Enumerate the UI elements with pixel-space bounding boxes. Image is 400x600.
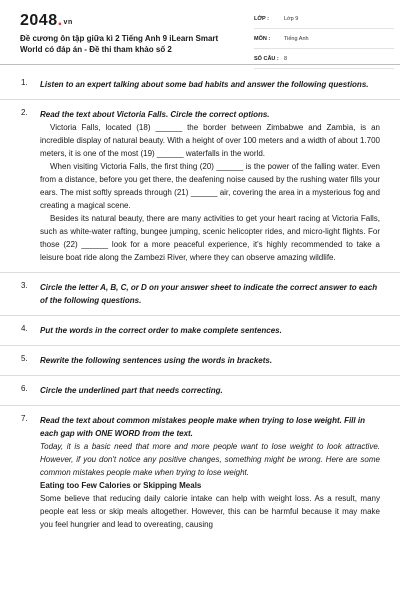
meta-value: 8	[284, 56, 288, 62]
question-number: 2.	[21, 108, 28, 117]
body-paragraph: Some believe that reducing daily calorie intake can help with weight loss. As a result, many people eat less or skip meals altogether. However, this can be harmful because it may make you feel hungrier and lead to overeating, causing	[40, 494, 380, 529]
passage-intro	[40, 440, 380, 479]
meta-row-subject	[254, 34, 394, 49]
meta-row-count	[254, 54, 394, 69]
question-number: 5.	[21, 354, 28, 363]
question-3	[0, 281, 400, 316]
question-number: 1.	[21, 78, 28, 87]
question-prompt: Rewrite the following sentences using the words in brackets.	[40, 356, 273, 365]
site-logo[interactable]	[20, 12, 73, 30]
meta-table	[254, 14, 394, 74]
page-header	[0, 0, 400, 65]
question-number: 6.	[21, 384, 28, 393]
question-7	[0, 414, 400, 539]
logo-tld: vn	[63, 19, 73, 26]
question-prompt: Circle the letter A, B, C, or D on your answer sheet to indicate the correct answer to each of the following questions.	[40, 283, 378, 305]
question-prompt: Read the text about Victoria Falls. Circle the correct options.	[40, 110, 270, 119]
question-number: 4.	[21, 324, 28, 333]
question-4	[0, 324, 400, 346]
question-number: 7.	[21, 414, 28, 423]
passage-body	[40, 492, 380, 531]
passage-subheading: Eating too Few Calories or Skipping Meals	[40, 481, 202, 490]
passage-paragraph: Besides its natural beauty, there are many activities to get your heart racing at Victoria Falls, such as white-water rafting, bungee jumping, scenic helicopter rides, and micro-light flights. For those (22) ______ look for a more peaceful experience, it's highly recommended to take a leisure boat ride along the Zambezi River, where they can observe amazing wildlife.	[40, 214, 380, 262]
question-prompt: Listen to an expert talking about some bad habits and answer the following questions.	[40, 80, 369, 89]
meta-row-class	[254, 14, 394, 29]
question-2	[0, 108, 400, 273]
question-6	[0, 384, 400, 406]
questions-list	[0, 78, 400, 547]
intro-paragraph: Today, it is a basic need that more and more people want to lose weight to look attractive. However, if you don't notice any positive changes, something might be wrong. Here are some common mistakes people make when trying to lose weight.	[40, 442, 380, 477]
question-1	[0, 78, 400, 100]
document-title: Đề cương ôn tập giữa kì 2 Tiếng Anh 9 iLearn Smart World có đáp án - Đề thi tham khảo số 2	[20, 34, 219, 54]
meta-value: Tiếng Anh	[284, 36, 309, 42]
question-prompt: Put the words in the correct order to make complete sentences.	[40, 326, 282, 335]
question-number: 3.	[21, 281, 28, 290]
question-prompt: Read the text about common mistakes people make when trying to lose weight. Fill in each gap with ONE WORD from the text.	[40, 416, 365, 438]
question-5	[0, 354, 400, 376]
meta-value: Lớp 9	[284, 16, 299, 22]
passage-paragraph: Victoria Falls, located (18) ______ the border between Zimbabwe and Zambia, is an incredible display of natural beauty. With a height of over 100 meters and a width of about 1.700 meters, it is one of the most (19) ______ waterfalls in the world.	[40, 123, 380, 158]
logo-text: 2048	[20, 12, 58, 29]
logo-dot: .	[57, 12, 63, 29]
reading-passage	[40, 121, 380, 264]
meta-key: SỐ CÂU :	[254, 56, 279, 62]
question-prompt: Circle the underlined part that needs correcting.	[40, 386, 223, 395]
meta-key: MÔN :	[254, 36, 271, 42]
passage-paragraph: When visiting Victoria Falls, the first thing (20) ______ is the power of the falling water. Even from a distance, before you get there, the deafening noise caused by the rushing water fills your ears. The mist softly spreads through (21) ______ air, covering the area in a mysterious fog and creating a magical scene.	[40, 162, 380, 210]
meta-key: LỚP :	[254, 16, 269, 22]
